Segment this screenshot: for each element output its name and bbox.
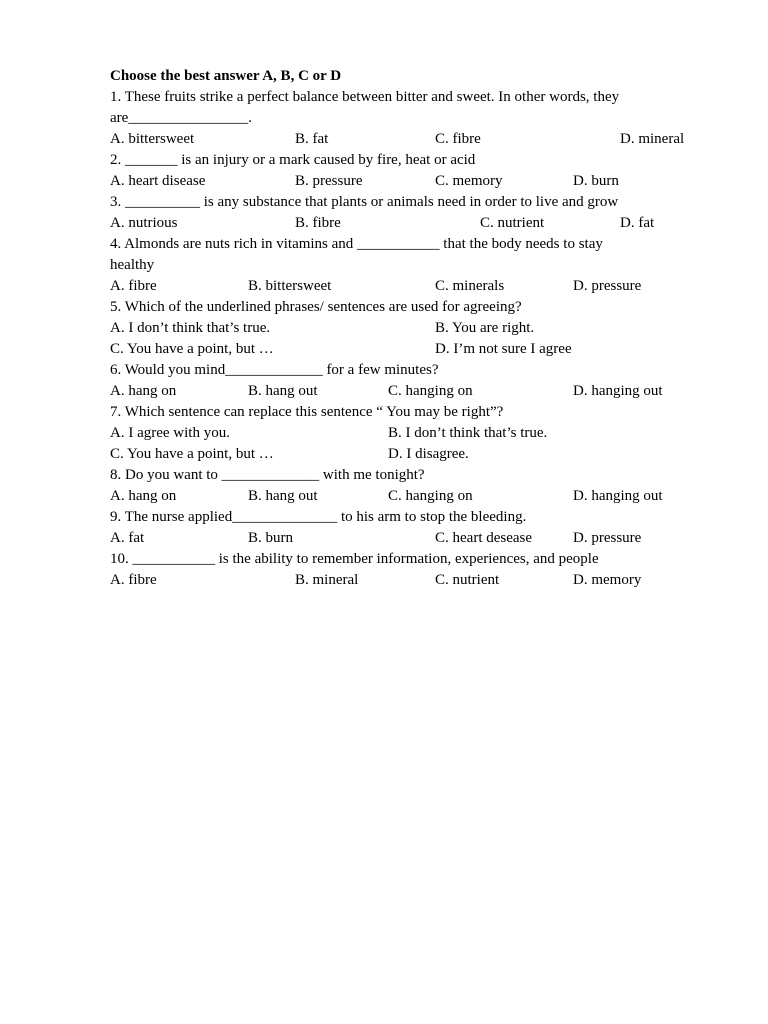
answer-option: D. pressure — [573, 278, 642, 294]
options-row — [110, 276, 710, 297]
answer-option: D. I’m not sure I agree — [435, 341, 572, 357]
options-row — [110, 423, 710, 444]
answer-option: C. heart desease — [435, 530, 533, 546]
answer-option: A. I agree with you. — [110, 425, 230, 441]
answer-option: D. mineral — [620, 131, 685, 147]
question-text: 3. __________ is any substance that plants or animals need in order to live and grow — [110, 194, 619, 210]
answer-option: B. hang out — [248, 383, 318, 399]
question-text: 2. _______ is an injury or a mark caused by fire, heat or acid — [110, 152, 476, 168]
answer-option: D. hanging out — [573, 383, 663, 399]
options-row — [110, 528, 710, 549]
answer-option: B. hang out — [248, 488, 318, 504]
answer-option: C. memory — [435, 173, 503, 189]
answer-option: C. hanging on — [388, 383, 473, 399]
answer-option: C. nutrient — [435, 572, 500, 588]
answer-option: A. hang on — [110, 383, 177, 399]
options-row — [110, 444, 710, 465]
question-text: 5. Which of the underlined phrases/ sentences are used for agreeing? — [110, 299, 522, 315]
question-text: 8. Do you want to _____________ with me tonight? — [110, 467, 425, 483]
options-row — [110, 318, 710, 339]
answer-option: B. bittersweet — [248, 278, 332, 294]
worksheet-title: Choose the best answer A, B, C or D — [110, 68, 342, 84]
options-row — [110, 381, 710, 402]
answer-option: B. fibre — [295, 215, 341, 231]
answer-option: A. hang on — [110, 488, 177, 504]
options-row — [110, 213, 710, 234]
answer-option: A. nutrious — [110, 215, 178, 231]
answer-option: D. pressure — [573, 530, 642, 546]
answer-option: A. heart disease — [110, 173, 206, 189]
answer-option: C. nutrient — [480, 215, 545, 231]
answer-option: C. minerals — [435, 278, 505, 294]
question-text: 1. These fruits strike a perfect balance between bitter and sweet. In other words, they — [110, 89, 620, 105]
options-row — [110, 171, 710, 192]
answer-option: D. memory — [573, 572, 642, 588]
question-text: 9. The nurse applied______________ to his arm to stop the bleeding. — [110, 509, 527, 525]
answer-option: B. I don’t think that’s true. — [388, 425, 548, 441]
answer-option: B. mineral — [295, 572, 359, 588]
answer-option: A. fibre — [110, 278, 157, 294]
question-list — [110, 87, 710, 591]
options-row — [110, 339, 710, 360]
answer-option: D. I disagree. — [388, 446, 469, 462]
answer-option: D. burn — [573, 173, 619, 189]
answer-option: A. I don’t think that’s true. — [110, 320, 271, 336]
answer-option: B. fat — [295, 131, 329, 147]
answer-option: B. burn — [248, 530, 293, 546]
answer-option: C. hanging on — [388, 488, 473, 504]
options-row — [110, 129, 710, 150]
answer-option: A. fat — [110, 530, 145, 546]
answer-option: B. You are right. — [435, 320, 535, 336]
answer-option: C. You have a point, but … — [110, 341, 274, 357]
answer-option: C. You have a point, but … — [110, 446, 274, 462]
worksheet — [110, 66, 710, 591]
question-text: 4. Almonds are nuts rich in vitamins and ___________ that the body needs to stay — [110, 236, 603, 252]
question-text: 6. Would you mind_____________ for a few minutes? — [110, 362, 439, 378]
answer-option: A. fibre — [110, 572, 157, 588]
answer-option: A. bittersweet — [110, 131, 195, 147]
options-row — [110, 570, 710, 591]
answer-option: C. fibre — [435, 131, 481, 147]
answer-option: D. fat — [620, 215, 655, 231]
answer-option: D. hanging out — [573, 488, 663, 504]
question-text: are________________. — [110, 110, 253, 126]
options-row — [110, 486, 710, 507]
question-text: healthy — [110, 257, 155, 273]
answer-option: B. pressure — [295, 173, 363, 189]
question-text: 10. ___________ is the ability to remember information, experiences, and people — [110, 551, 599, 567]
question-text: 7. Which sentence can replace this sentence “ You may be right”? — [110, 404, 504, 420]
